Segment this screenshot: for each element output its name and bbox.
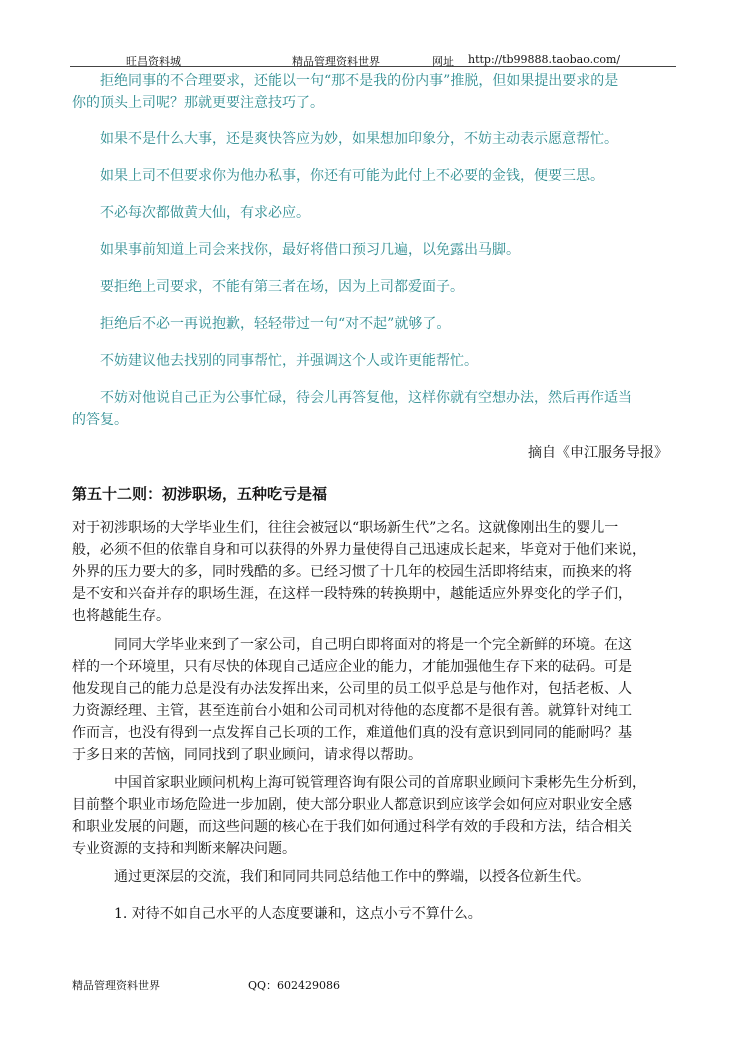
teal-paragraph: 不妨对他说自己正为公事忙碌，待会儿再答复他，这样你就有空想办法，然后再作适当 的答复。 (72, 390, 632, 428)
body-paragraph: 中国首家职业顾问机构上海可锐管理咨询有限公司的首席职业顾问卞秉彬先生分析到， 目前整个职业市场危险进一步加剧，使大部分职业人都意识到应该学会如何应对职业安全感 和职业发展的问题，而这些问题的核心在于我们如何通过科学有效的手段和方法，结合相关 专业资源的支持和判断来解决问题。 (72, 775, 646, 857)
page-header (70, 50, 676, 67)
source-citation: 摘自《申江服务导报》 (528, 445, 668, 461)
body-paragraph: 同同大学毕业来到了一家公司，自己明白即将面对的将是一个完全新鲜的环境。在这 样的一个环境里，只有尽快的体现自己适应企业的能力，才能加强他生存下来的砝码。可是 他发现自己的能力总是没有办法发挥出来，公司里的员工似乎总是与他作对，包括老板、人 力资源经理、主管，甚至连前台小姐和公司司机对待他的态度都不是很有善。就算针对纯工 作而言，也没有得到一点发挥自己长项的工作，难道他们真的没有意识到同同的能耐吗？基 于多日来的苦恼，同同找到了职业顾问，请求得以帮助。 (72, 637, 632, 763)
teal-paragraph: 如果上司不但要求你为他办私事，你还有可能为此付上不必要的金钱，便要三思。 (72, 168, 604, 184)
header-brand: 精品管理资料世界 (292, 55, 380, 68)
teal-paragraph: 如果不是什么大事，还是爽快答应为妙，如果想加印象分，不妨主动表示愿意帮忙。 (72, 131, 618, 147)
header-url-label: 网址 (432, 55, 454, 68)
footer-brand: 精品管理资料世界 (72, 979, 160, 992)
teal-paragraph: 如果事前知道上司会来找你，最好将借口预习几遍，以免露出马脚。 (72, 242, 520, 258)
header-url[interactable]: http://tb99888.taobao.com/ (468, 53, 621, 66)
teal-paragraph: 不必每次都做黄大仙，有求必应。 (72, 205, 310, 221)
teal-paragraph: 拒绝后不必一再说抱歉，轻轻带过一句“对不起”就够了。 (72, 316, 451, 332)
body-paragraph: 通过更深层的交流，我们和同同共同总结他工作中的弊端，以授各位新生代。 (72, 869, 590, 885)
teal-paragraph: 拒绝同事的不合理要求，还能以一句“那不是我的份内事”推脱，但如果提出要求的是 你的顶头上司呢？那就更要注意技巧了。 (72, 73, 619, 111)
teal-paragraph: 要拒绝上司要求，不能有第三者在场，因为上司都爱面子。 (72, 279, 464, 295)
body-paragraph: 对于初涉职场的大学毕业生们，往往会被冠以“职场新生代”之名。这就像刚出生的婴儿一 般，必须不但的依靠自身和可以获得的外界力量使得自己迅速成长起来，毕竟对于他们来说， 外界的压力要大的多，同时残酷的多。已经习惯了十几年的校园生活即将结束，而换来的将 是不安和兴奋并存的职场生涯，在这样一段特殊的转换期中，越能适应外界变化的学子们， 也将越能生存。 (72, 520, 646, 624)
list-item: 1. 对待不如自己水平的人态度要谦和，这点小亏不算什么。 (72, 906, 482, 922)
header-shop: 旺昌资料城 (126, 55, 181, 68)
chapter-title: 第五十二则：初涉职场，五种吃亏是福 (72, 485, 328, 503)
teal-paragraph: 不妨建议他去找别的同事帮忙，并强调这个人或许更能帮忙。 (72, 353, 478, 369)
footer-qq: QQ：602429086 (248, 979, 341, 992)
